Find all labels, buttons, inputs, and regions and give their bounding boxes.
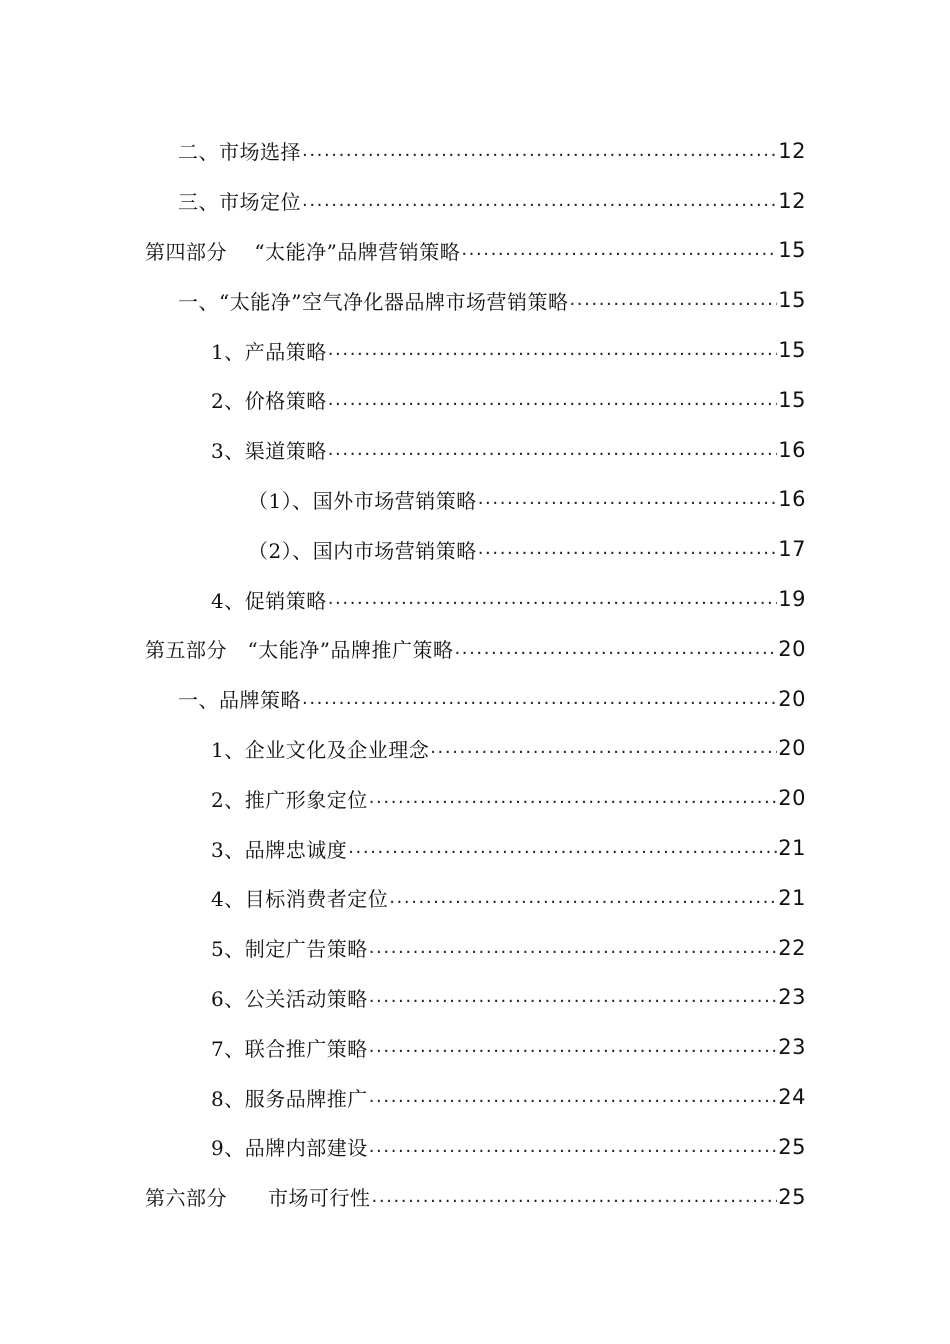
toc-entry-title: 三、市场定位 xyxy=(178,190,301,215)
toc-entry-title: 2、推广形象定位 xyxy=(211,787,368,812)
toc-entry[interactable] xyxy=(0,275,950,325)
toc-entry-page-number: 12 xyxy=(778,188,806,213)
toc-entry[interactable] xyxy=(0,126,950,176)
toc-entry[interactable] xyxy=(0,724,950,774)
toc-entry-title: 第六部分 市场可行性 xyxy=(145,1186,371,1211)
toc-entry-title: 2、价格策略 xyxy=(211,389,327,414)
toc-entry-part[interactable] xyxy=(0,1172,950,1222)
toc-entry-title: 9、品牌内部建设 xyxy=(211,1136,368,1161)
dot-leader xyxy=(328,439,778,461)
dot-leader xyxy=(369,787,778,809)
toc-entry-title: 5、制定广告策略 xyxy=(211,937,368,962)
dot-leader xyxy=(478,538,778,560)
toc-entry[interactable] xyxy=(0,475,950,525)
toc-entry-title: 1、产品策略 xyxy=(211,339,327,364)
toc-entry-page-number: 20 xyxy=(778,636,806,661)
toc-entry-page-number: 23 xyxy=(778,1035,806,1060)
toc-entry[interactable] xyxy=(0,674,950,724)
toc-entry-title: 4、目标消费者定位 xyxy=(211,887,389,912)
toc-entry-page-number: 16 xyxy=(778,487,806,512)
dot-leader xyxy=(369,986,778,1008)
toc-entry-page-number: 20 xyxy=(778,786,806,811)
dot-leader xyxy=(302,190,777,212)
dot-leader xyxy=(569,289,777,311)
dot-leader xyxy=(369,937,778,959)
dot-leader xyxy=(478,488,778,510)
toc-entry[interactable] xyxy=(0,325,950,375)
toc-entry-page-number: 25 xyxy=(778,1134,806,1159)
toc-entry-title: （1）、国外市场营销策略 xyxy=(248,488,477,513)
toc-entry-page-number: 21 xyxy=(778,885,806,910)
toc-entry-title: 3、渠道策略 xyxy=(211,439,327,464)
toc-entry-page-number: 23 xyxy=(778,985,806,1010)
toc-entry[interactable] xyxy=(0,524,950,574)
dot-leader xyxy=(369,1136,778,1158)
toc-entry-title: 1、企业文化及企业理念 xyxy=(211,737,430,762)
toc-entry-page-number: 21 xyxy=(778,836,806,861)
dot-leader xyxy=(461,239,777,261)
toc-entry-page-number: 24 xyxy=(778,1085,806,1110)
toc-entry[interactable] xyxy=(0,923,950,973)
toc-entry[interactable] xyxy=(0,773,950,823)
toc-entry-page-number: 15 xyxy=(778,288,806,313)
toc-entry-title: 3、品牌忠诚度 xyxy=(211,837,348,862)
toc-entry-title: 第五部分 “太能净”品牌推广策略 xyxy=(145,638,454,663)
toc-entry-title: 第四部分 “太能净”品牌营销策略 xyxy=(145,239,461,264)
toc-entry-part[interactable] xyxy=(0,226,950,276)
toc-entry-page-number: 17 xyxy=(778,537,806,562)
toc-entry[interactable] xyxy=(0,873,950,923)
toc-entry-title: 6、公关活动策略 xyxy=(211,986,368,1011)
toc-entry[interactable] xyxy=(0,176,950,226)
toc-entry-title: 一、品牌策略 xyxy=(178,688,301,713)
toc-entry[interactable] xyxy=(0,375,950,425)
dot-leader xyxy=(430,737,777,759)
dot-leader xyxy=(302,688,777,710)
dot-leader xyxy=(328,389,778,411)
dot-leader xyxy=(454,638,777,660)
table-of-contents xyxy=(0,126,950,1222)
toc-entry-title: 4、促销策略 xyxy=(211,588,327,613)
dot-leader xyxy=(372,1186,778,1208)
toc-entry-title: 8、服务品牌推广 xyxy=(211,1086,368,1111)
dot-leader xyxy=(302,140,777,162)
toc-entry-page-number: 22 xyxy=(778,935,806,960)
toc-entry-part[interactable] xyxy=(0,624,950,674)
toc-entry[interactable] xyxy=(0,425,950,475)
toc-entry-page-number: 12 xyxy=(778,138,806,163)
toc-entry[interactable] xyxy=(0,574,950,624)
toc-entry-page-number: 20 xyxy=(778,686,806,711)
toc-entry[interactable] xyxy=(0,973,950,1023)
toc-entry-page-number: 15 xyxy=(778,238,806,263)
toc-entry-page-number: 20 xyxy=(778,736,806,761)
toc-entry-title: 一、“太能净”空气净化器品牌市场营销策略 xyxy=(178,289,569,314)
toc-entry-title: 7、联合推广策略 xyxy=(211,1036,368,1061)
toc-entry-page-number: 25 xyxy=(778,1184,806,1209)
dot-leader xyxy=(369,1086,778,1108)
toc-entry[interactable] xyxy=(0,1022,950,1072)
toc-entry[interactable] xyxy=(0,823,950,873)
dot-leader xyxy=(369,1036,778,1058)
toc-entry-title: （2）、国内市场营销策略 xyxy=(248,538,477,563)
toc-entry-page-number: 19 xyxy=(778,587,806,612)
toc-entry-page-number: 16 xyxy=(778,437,806,462)
toc-entry-page-number: 15 xyxy=(778,338,806,363)
toc-entry[interactable] xyxy=(0,1122,950,1172)
toc-entry-title: 二、市场选择 xyxy=(178,140,301,165)
toc-entry-page-number: 15 xyxy=(778,387,806,412)
dot-leader xyxy=(328,339,778,361)
toc-entry[interactable] xyxy=(0,1072,950,1122)
dot-leader xyxy=(328,588,778,610)
dot-leader xyxy=(348,837,777,859)
dot-leader xyxy=(389,887,777,909)
